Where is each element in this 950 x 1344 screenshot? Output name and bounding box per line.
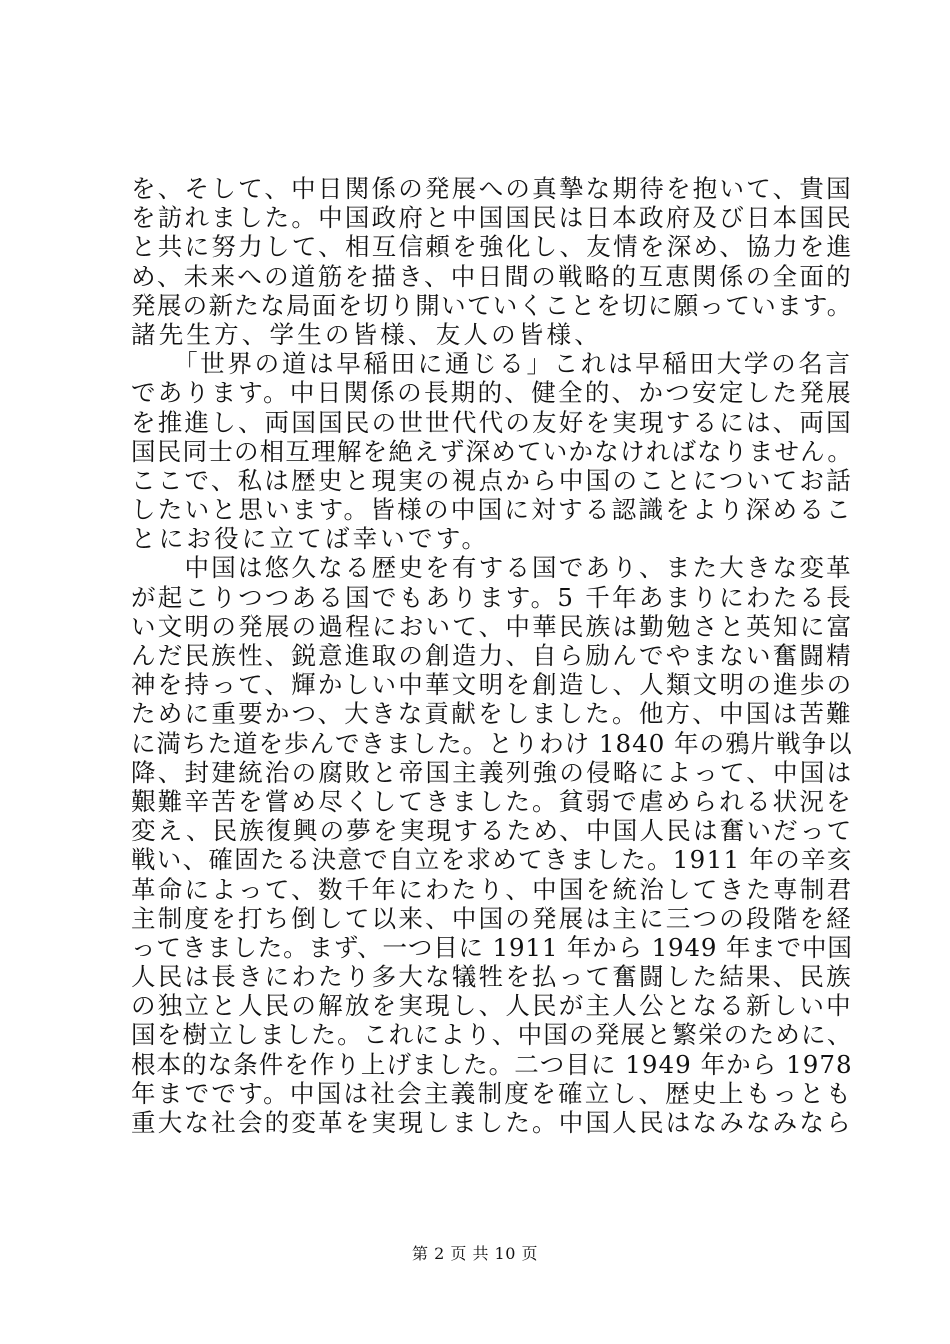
text-line: を訪れました。中国政府と中国国民は日本政府及び日本国民 (131, 203, 853, 233)
text-line: したいと思います。皆様の中国に対する認識をより深めるこ (131, 495, 853, 525)
text-line: ってきました。まず、一つ目に 1911 年から 1949 年まで中国 (131, 932, 853, 962)
text-line: 人民は長きにわたり多大な犠牲を払って奮闘した結果、民族 (131, 962, 853, 992)
text-line: 重大な社会的変革を実現しました。中国人民はなみなみなら (131, 1108, 853, 1137)
text-line: と共に努力して、相互信頼を強化し、友情を深め、協力を進 (131, 232, 854, 262)
text-line: ここで、私は歴史と現実の視点から中国のことについてお話 (131, 465, 853, 495)
text-line: 根本的な条件を作り上げました。二つ目に 1949 年から 1978 (131, 1049, 853, 1079)
text-line: とにお役に立てば幸いです。 (131, 524, 490, 554)
text-line: 神を持って、輝かしい中華文明を創造し、人類文明の進歩の (131, 670, 854, 700)
text-line: 諸先生方、学生の皆様、友人の皆様、 (131, 319, 602, 349)
text-line: 戦い、確固たる決意で自立を求めてきました。1911 年の辛亥 (131, 845, 853, 875)
text-line: 革命によって、数千年にわたり、中国を統治してきた専制君 (131, 874, 854, 904)
text-line: の独立と人民の解放を実現し、人民が主人公となる新しい中 (131, 991, 853, 1021)
text-line: 主制度を打ち倒して以来、中国の発展は主に三つの段階を経 (131, 903, 853, 933)
text-line: 年までです。中国は社会主義制度を確立し、歴史上もっとも (131, 1078, 853, 1108)
text-line: 「世界の道は早稲田に通じる」これは早稲田大学の名言 (131, 349, 853, 379)
text-line: が起こりつつある国でもあります。5 千年あまりにわたる長 (131, 582, 854, 612)
text-line: んだ民族性、鋭意進取の創造力、自ら励んでやまない奮闘精 (131, 641, 853, 670)
body-text (131, 174, 854, 1137)
text-line: を、そして、中日関係の発展への真摯な期待を抱いて、貴国 (131, 174, 853, 203)
text-line: め、未来への道筋を描き、中日間の戦略的互恵関係の全面的 (131, 261, 853, 291)
text-line: 国民同士の相互理解を絶えず深めていかなければなりません。 (131, 436, 854, 466)
text-line: 艱難辛苦を嘗め尽くしてきました。貧弱で虐められる状況を (131, 786, 853, 816)
text-line: 国を樹立しました。これにより、中国の発展と繁栄のために、 (131, 1020, 853, 1050)
text-line: に満ちた道を歩んできました。とりわけ 1840 年の鴉片戦争以 (131, 728, 853, 758)
text-line: 降、封建統治の腐敗と帝国主義列強の侵略によって、中国は (131, 757, 854, 787)
text-line: い文明の発展の過程において、中華民族は勤勉さと英知に富 (131, 611, 854, 641)
text-line: ために重要かつ、大きな貢献をしました。他方、中国は苦難 (131, 699, 853, 729)
text-line: 中国は悠久なる歴史を有する国であり、また大きな変革 (131, 553, 853, 583)
text-line: 発展の新たな局面を切り開いていくことを切に願っています。 (131, 290, 853, 320)
text-line: であります。中日関係の長期的、健全的、かつ安定した発展 (131, 378, 853, 408)
text-line: を推進し、両国国民の世世代代の友好を実現するには、両国 (131, 407, 853, 437)
page-footer: 第 2 页 共 10 页 (412, 1244, 538, 1263)
text-line: 変え、民族復興の夢を実現するため、中国人民は奮いだって (131, 816, 854, 846)
